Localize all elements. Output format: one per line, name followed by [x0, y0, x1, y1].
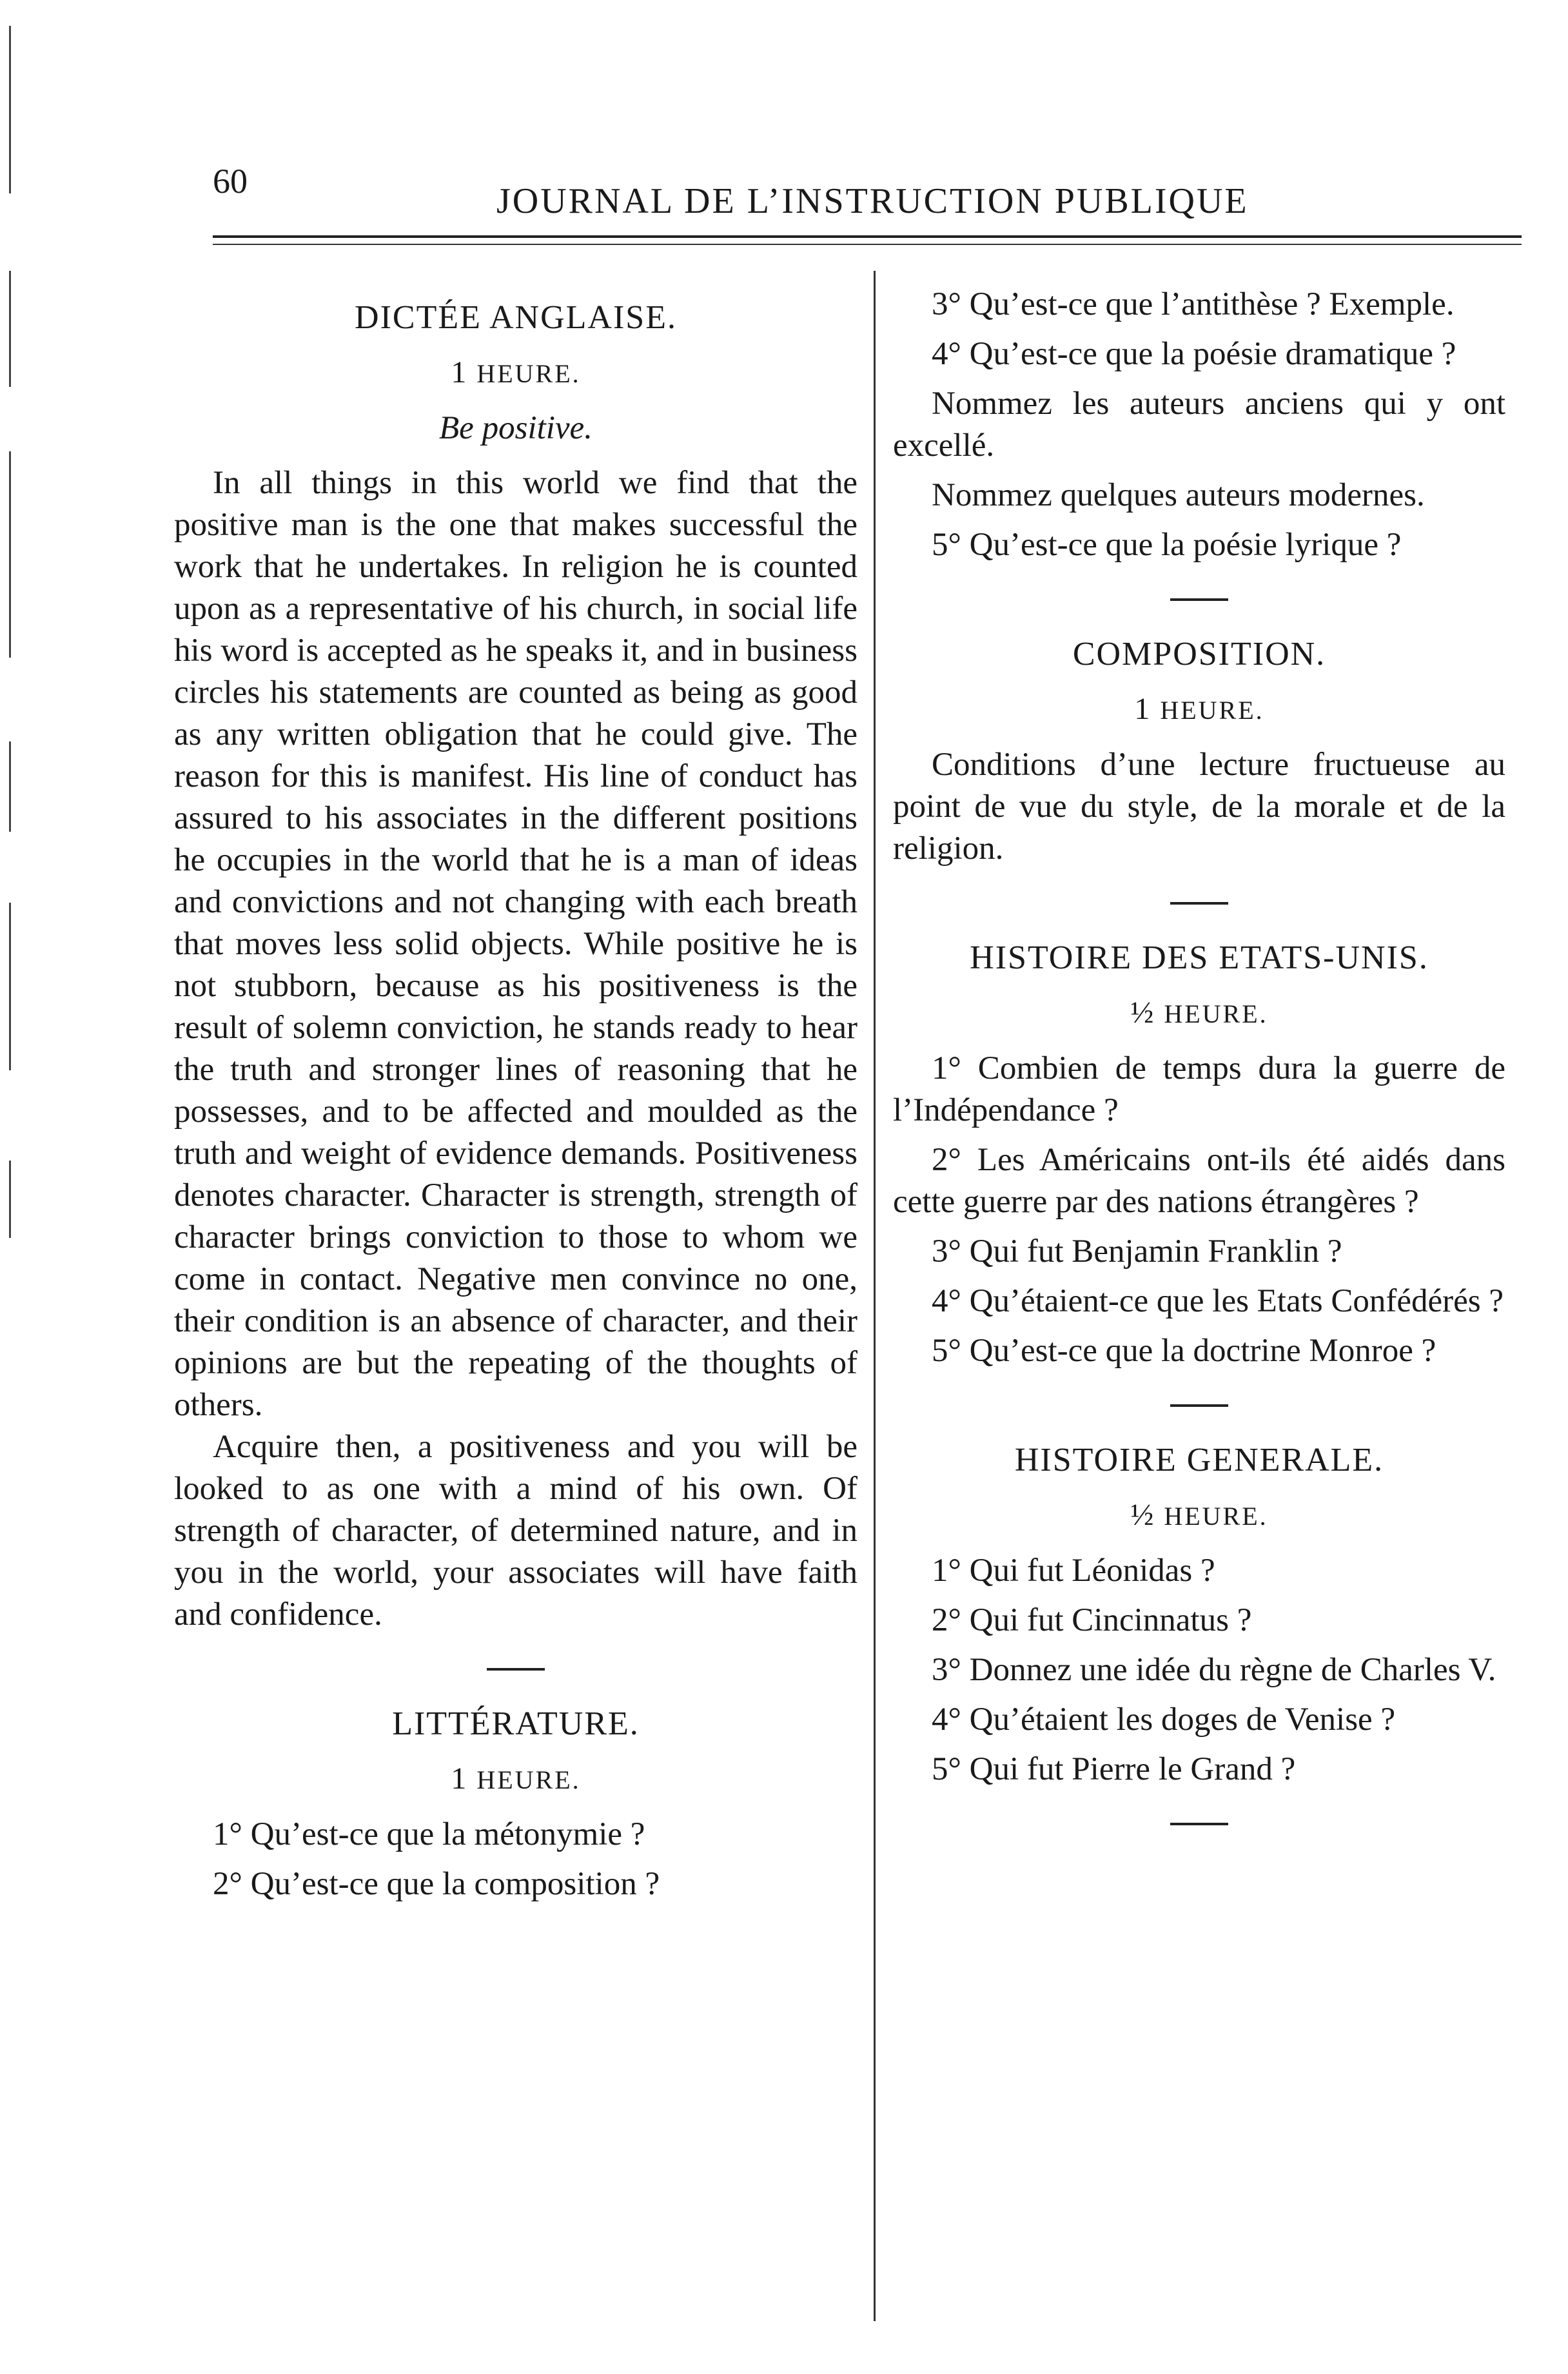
question: 3° Donnez une idée du règne de Charles V.: [932, 1652, 1496, 1688]
section-heading: COMPOSITION.: [1072, 636, 1326, 672]
question: 1° Qui fut Léonidas ?: [932, 1553, 1215, 1589]
header-rule-thin: [213, 244, 1522, 245]
duration-number: 1: [1134, 692, 1152, 726]
section-separator: [487, 1668, 545, 1671]
section-duration: [893, 688, 1505, 731]
left-column: [174, 284, 858, 1913]
question: 1° Combien de temps dura la guerre de l’Indépendance ?: [893, 1050, 1505, 1128]
question: 4° Qu’est-ce que la poésie dramatique ?: [932, 336, 1456, 372]
section-separator: [1170, 1404, 1228, 1407]
question: 5° Qu’est-ce que la poésie lyrique ?: [932, 527, 1402, 563]
section-litterature: [174, 1703, 858, 1905]
question: 3° Qui fut Benjamin Franklin ?: [932, 1233, 1342, 1270]
duration-word: HEURE.: [476, 359, 581, 388]
section-heading: HISTOIRE GENERALE.: [1014, 1442, 1384, 1478]
dictation-paragraph: In all things in this world we find that the positive man is the one that makes successful the work that he undertakes. In religion he is counted upon as a representative of his church, in social life his word is accepted as he speaks it, and in business circles his statements are counted as being as good as any written obligation that he could give. The reason for this is manifest. His line of conduct has assured to his associates in the different positions he occupies in the world that he is a man of ideas and convictions and not changing with each breath that moves less solid objects. While positive he is not stubborn, because as his positiveness is the result of solemn conviction, he stands ready to hear the truth and stronger lines of reasoning that he possesses, and to be affected and moulded as the truth and weight of evidence demands. Positiveness denotes character. Character is strength, strength of character brings conviction to those to whom we come in contact. Negative men convince no one, their condition is an absence of character, and their opinions are but the repeating of the thoughts of others.: [174, 465, 858, 1423]
section-heading: LITTÉRATURE.: [392, 1705, 640, 1742]
duration-number: 1: [451, 1761, 469, 1796]
question: 2° Les Américains ont-ils été aidés dans cette guerre par des nations étrangères ?: [893, 1142, 1505, 1220]
running-title: JOURNAL DE L’INSTRUCTION PUBLIQUE: [496, 181, 1249, 221]
duration-number: ½: [1130, 996, 1156, 1030]
duration-word: HEURE.: [1160, 696, 1264, 725]
duration-word: HEURE.: [1164, 999, 1268, 1028]
duration-number: ½: [1130, 1498, 1156, 1532]
scan-edge: [0, 0, 26, 2374]
question: Nommez les auteurs anciens qui y ont excellé.: [893, 386, 1505, 464]
section-heading: DICTÉE ANGLAISE.: [355, 299, 677, 336]
duration-number: 1: [451, 355, 469, 389]
right-column: [893, 284, 1505, 1858]
section-heading: HISTOIRE DES ETATS-UNIS.: [970, 939, 1429, 976]
duration-word: HEURE.: [1164, 1502, 1268, 1531]
header-rule: [213, 235, 1522, 238]
composition-subject: Conditions d’une lecture fructueuse au point de vue du style, de la morale et de la religion.: [893, 747, 1505, 867]
question: 4° Qu’étaient-ce que les Etats Confédérés ?: [932, 1283, 1504, 1319]
section-dictee-anglaise: [174, 297, 858, 1636]
question: 3° Qu’est-ce que l’antithèse ? Exemple.: [932, 286, 1455, 322]
section-separator: [1170, 598, 1228, 601]
question: 2° Qu’est-ce que la composition ?: [213, 1866, 660, 1902]
question: 5° Qu’est-ce que la doctrine Monroe ?: [932, 1333, 1436, 1369]
dictation-title: Be positive.: [439, 410, 593, 446]
question: Nommez quelques auteurs modernes.: [932, 477, 1425, 513]
section-composition: [893, 633, 1505, 870]
question: 1° Qu’est-ce que la métonymie ?: [213, 1816, 645, 1852]
question: 4° Qu’étaient les doges de Venise ?: [932, 1702, 1396, 1738]
section-duration: [174, 1758, 858, 1801]
section-separator: [1170, 1823, 1228, 1825]
duration-word: HEURE.: [476, 1765, 581, 1794]
section-litterature-continued: [893, 284, 1505, 566]
column-divider: [874, 271, 876, 2321]
section-histoire-etats-unis: [893, 937, 1505, 1372]
question: 2° Qui fut Cincinnatus ?: [932, 1602, 1252, 1638]
section-duration: [893, 992, 1505, 1035]
section-histoire-generale: [893, 1439, 1505, 1790]
page-number: 60: [213, 162, 248, 201]
section-separator: [1170, 902, 1228, 905]
dictation-paragraph: Acquire then, a positiveness and you will be looked to as one with a mind of his own. Of strength of character, of determined nature, and in you in the world, your associates will have faith and confidence.: [174, 1429, 858, 1633]
section-duration: [893, 1494, 1505, 1537]
question: 5° Qui fut Pierre le Grand ?: [932, 1751, 1296, 1787]
page-header: [213, 161, 1283, 219]
section-duration: [174, 351, 858, 395]
